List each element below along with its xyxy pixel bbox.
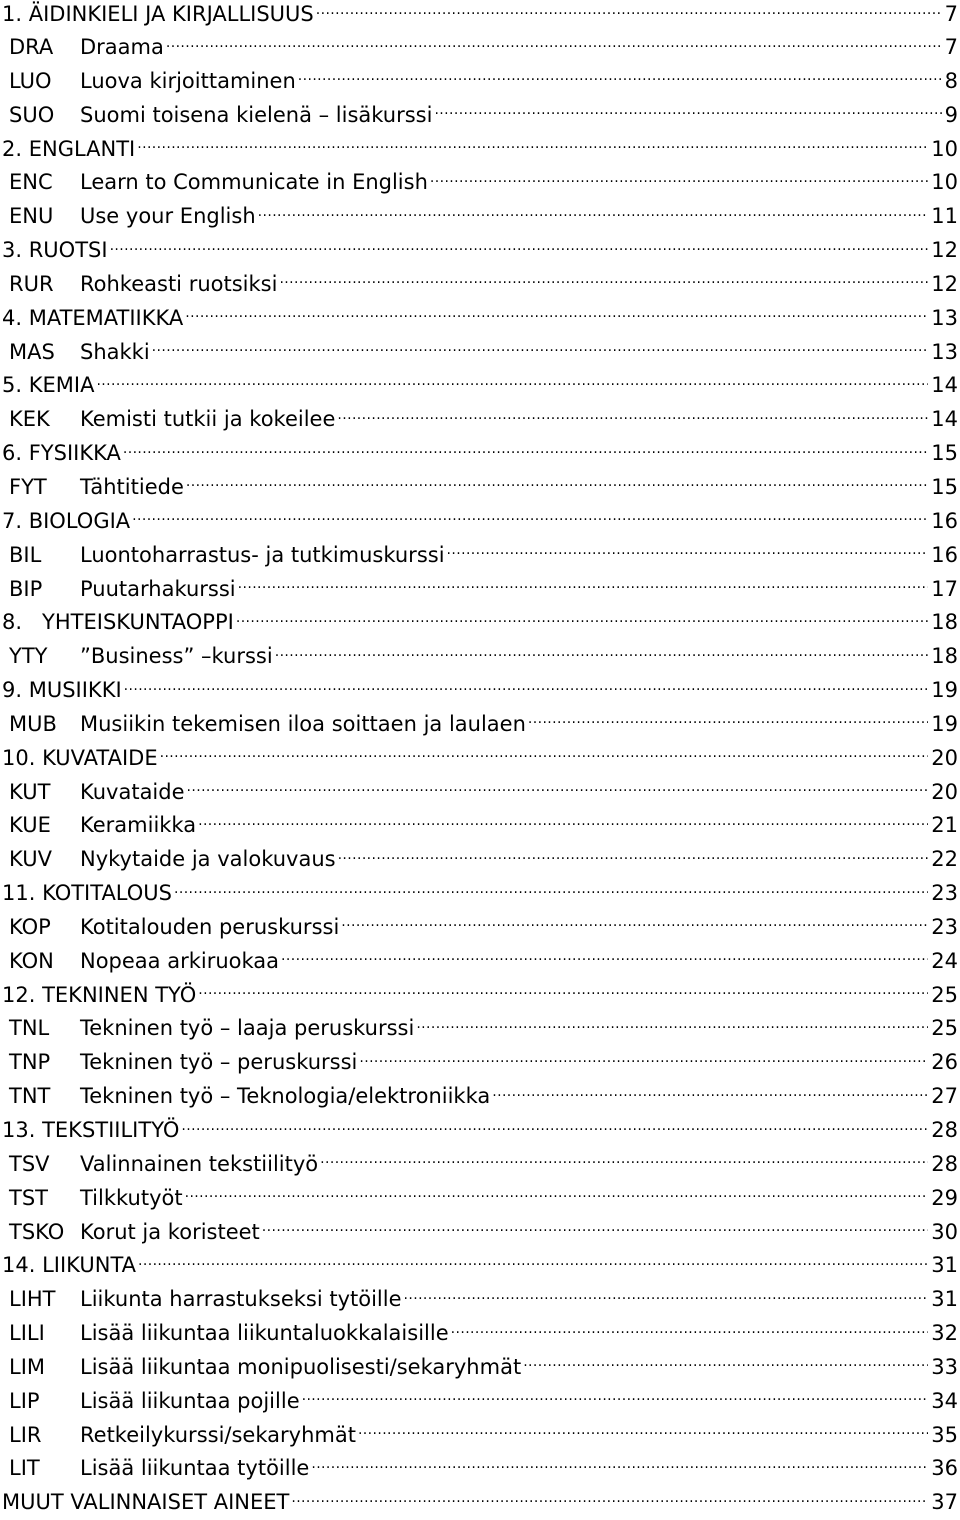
course-code: KUT (9, 779, 51, 804)
section-title: 10. KUVATAIDE (2, 745, 158, 770)
toc-course-row[interactable] (0, 1317, 960, 1351)
page-number: 25 (931, 1016, 958, 1041)
course-code: LIP (9, 1388, 40, 1413)
dot-leader (316, 0, 942, 21)
toc-course-row[interactable] (0, 99, 960, 133)
toc-course-row[interactable] (0, 268, 960, 302)
toc-course-row[interactable] (0, 843, 960, 877)
dot-leader (430, 168, 928, 189)
toc-section-row[interactable] (0, 1114, 960, 1148)
course-title: Suomi toisena kielenä – lisäkurssi (80, 102, 433, 127)
course-code: FYT (9, 474, 47, 499)
dot-leader (137, 135, 928, 156)
page-number: 7 (944, 2, 958, 26)
page-number: 10 (931, 136, 958, 161)
dot-leader (166, 33, 942, 54)
course-title: Learn to Communicate in English (80, 170, 428, 195)
page-number: 23 (931, 914, 958, 939)
course-title: Valinnainen tekstiilityö (80, 1151, 319, 1176)
dot-leader (298, 67, 942, 88)
course-code: KOP (9, 914, 51, 939)
toc-course-row[interactable] (0, 945, 960, 979)
toc-course-row[interactable] (0, 1080, 960, 1114)
toc-course-row[interactable] (0, 471, 960, 505)
toc-section-row[interactable] (0, 877, 960, 911)
page-number: 14 (931, 373, 958, 398)
toc-section-row[interactable] (0, 234, 960, 268)
toc-course-row[interactable] (0, 809, 960, 843)
page-number: 9 (944, 102, 958, 127)
toc-course-row[interactable] (0, 1012, 960, 1046)
toc-course-row[interactable] (0, 1046, 960, 1080)
course-code: LIM (9, 1354, 46, 1379)
toc-course-row[interactable] (0, 573, 960, 607)
toc-course-row[interactable] (0, 640, 960, 674)
course-title: Puutarhakurssi (80, 576, 236, 601)
toc-course-row[interactable] (0, 1351, 960, 1385)
dot-leader (185, 1184, 929, 1205)
section-title: 8. YHTEISKUNTAOPPI (2, 610, 234, 635)
toc-section-row[interactable] (0, 606, 960, 640)
toc-section-row[interactable] (0, 1249, 960, 1283)
dot-leader (124, 676, 929, 697)
toc-course-row[interactable] (0, 911, 960, 945)
course-title: Lisää liikuntaa tytöille (80, 1456, 310, 1481)
page-number: 14 (931, 407, 958, 432)
course-title: ”Business” –kurssi (80, 644, 273, 669)
dot-leader (447, 541, 929, 562)
toc-course-row[interactable] (0, 166, 960, 200)
dot-leader (187, 778, 929, 799)
page-number: 21 (931, 813, 958, 838)
course-title: Musiikin tekemisen iloa soittaen ja laulaen (80, 711, 526, 736)
page-number: 10 (931, 170, 958, 195)
course-code: TSV (9, 1151, 50, 1176)
section-title: 13. TEKSTIILITYÖ (2, 1118, 180, 1142)
course-code: LIHT (9, 1287, 56, 1312)
dot-leader (186, 473, 928, 494)
course-title: Lisää liikuntaa liikuntaluokkalaisille (80, 1321, 449, 1346)
page-number: 28 (931, 1151, 958, 1176)
course-code: TNL (9, 1016, 50, 1041)
toc-course-row[interactable] (0, 776, 960, 810)
course-code: TST (9, 1185, 48, 1210)
dot-leader (492, 1082, 928, 1103)
toc-course-row[interactable] (0, 31, 960, 65)
dot-leader (523, 1353, 928, 1374)
course-title: Use your English (80, 204, 256, 229)
page-number: 33 (931, 1354, 958, 1379)
section-title: 4. MATEMATIIKKA (2, 305, 184, 330)
page-number: 12 (931, 238, 958, 263)
course-title: Kuvataide (80, 779, 185, 804)
dot-leader (528, 710, 928, 731)
page-number: 15 (931, 441, 958, 466)
dot-leader (279, 270, 928, 291)
page-number: 28 (931, 1118, 958, 1142)
toc-section-row[interactable] (0, 302, 960, 336)
course-title: Kotitalouden peruskurssi (80, 914, 340, 939)
course-code: LIR (9, 1422, 42, 1447)
section-title: MUUT VALINNAISET AINEET (2, 1490, 290, 1515)
dot-leader (359, 1048, 928, 1069)
page-number: 16 (931, 508, 958, 533)
course-code: LIT (9, 1456, 40, 1481)
page-number: 32 (931, 1321, 958, 1346)
toc-course-row[interactable] (0, 65, 960, 99)
toc-course-row[interactable] (0, 200, 960, 234)
toc-course-row[interactable] (0, 708, 960, 742)
dot-leader (320, 1150, 928, 1171)
page-number: 7 (944, 35, 958, 59)
dot-leader (341, 913, 928, 934)
toc-course-row[interactable] (0, 1182, 960, 1216)
course-code: KUE (9, 813, 51, 838)
toc-section-row[interactable] (0, 0, 960, 31)
course-title: Luova kirjoittaminen (80, 68, 296, 93)
page-number: 17 (931, 576, 958, 601)
page-number: 22 (931, 847, 958, 872)
course-title: Tilkkutyöt (80, 1185, 183, 1210)
dot-leader (281, 947, 928, 968)
course-title: Nykytaide ja valokuvaus (80, 847, 336, 872)
dot-leader (138, 1251, 928, 1272)
dot-leader (185, 304, 928, 325)
course-code: TNP (9, 1050, 51, 1075)
course-title: Lisää liikuntaa pojille (80, 1388, 300, 1413)
dot-leader (291, 1488, 928, 1509)
page-number: 18 (931, 644, 958, 669)
dot-leader (434, 101, 941, 122)
section-title: 2. ENGLANTI (2, 136, 136, 161)
toc-course-row[interactable] (0, 539, 960, 573)
dot-leader (160, 744, 929, 765)
toc-course-row[interactable] (0, 1283, 960, 1317)
course-code: BIL (9, 542, 42, 567)
dot-leader (132, 507, 928, 528)
course-title: Tähtitiede (80, 474, 184, 499)
course-title: Rohkeasti ruotsiksi (80, 271, 278, 296)
toc-section-row[interactable] (0, 979, 960, 1013)
dot-leader (152, 338, 929, 359)
course-code: SUO (9, 102, 55, 127)
course-title: Liikunta harrastukseksi tytöille (80, 1287, 402, 1312)
toc-course-row[interactable] (0, 1419, 960, 1453)
course-title: Korut ja koristeet (80, 1219, 260, 1244)
dot-leader (337, 405, 928, 426)
dot-leader (311, 1454, 928, 1475)
page-number: 31 (931, 1253, 958, 1278)
toc-section-row[interactable] (0, 674, 960, 708)
toc-section-row[interactable] (0, 742, 960, 776)
page-number: 20 (931, 779, 958, 804)
course-code: LUO (9, 68, 52, 93)
dot-leader (123, 439, 928, 460)
toc-course-row[interactable] (0, 336, 960, 370)
dot-leader (96, 371, 928, 392)
dot-leader (258, 202, 929, 223)
dot-leader (174, 879, 928, 900)
page-number: 25 (931, 982, 958, 1007)
course-title: Tekninen työ – Teknologia/elektroniikka (80, 1084, 491, 1109)
section-title: 1. ÄIDINKIELI JA KIRJALLISUUS (2, 2, 314, 26)
page-number: 36 (931, 1456, 958, 1481)
dot-leader (236, 608, 928, 629)
page-number: 23 (931, 881, 958, 906)
course-code: BIP (9, 576, 43, 601)
dot-leader (404, 1285, 929, 1306)
page-number: 11 (931, 204, 958, 229)
course-title: Keramiikka (80, 813, 197, 838)
section-title: 11. KOTITALOUS (2, 881, 172, 906)
page-number: 12 (931, 271, 958, 296)
section-title: 7. BIOLOGIA (2, 508, 131, 533)
dot-leader (451, 1319, 929, 1340)
section-title: 9. MUSIIKKI (2, 678, 122, 703)
page-number: 8 (944, 68, 958, 93)
section-title: 6. FYSIIKKA (2, 441, 121, 466)
course-title: Draama (80, 35, 164, 59)
course-code: YTY (9, 644, 48, 669)
dot-leader (275, 642, 929, 663)
page-number: 16 (931, 542, 958, 567)
page-number: 29 (931, 1185, 958, 1210)
course-title: Shakki (80, 339, 150, 364)
toc-section-row[interactable] (0, 505, 960, 539)
course-code: DRA (9, 35, 54, 59)
course-code: MAS (9, 339, 55, 364)
dot-leader (110, 236, 929, 257)
course-title: Nopeaa arkiruokaa (80, 948, 280, 973)
toc-course-row[interactable] (0, 1216, 960, 1250)
section-title: 3. RUOTSI (2, 238, 108, 263)
page-number: 30 (931, 1219, 958, 1244)
page-number: 34 (931, 1388, 958, 1413)
dot-leader (302, 1387, 929, 1408)
page-number: 26 (931, 1050, 958, 1075)
page-number: 15 (931, 474, 958, 499)
course-code: ENC (9, 170, 53, 195)
dot-leader (181, 1116, 928, 1137)
page-number: 19 (931, 678, 958, 703)
course-title: Retkeilykurssi/sekaryhmät (80, 1422, 356, 1447)
toc-course-row[interactable] (0, 403, 960, 437)
course-code: KUV (9, 847, 52, 872)
dot-leader (198, 981, 928, 1002)
course-title: Kemisti tutkii ja kokeilee (80, 407, 336, 432)
page-number: 13 (931, 305, 958, 330)
section-title: 12. TEKNINEN TYÖ (2, 982, 197, 1007)
course-title: Tekninen työ – laaja peruskurssi (80, 1016, 415, 1041)
course-code: TSKO (9, 1219, 65, 1244)
toc-course-row[interactable] (0, 1452, 960, 1486)
toc-section-row[interactable] (0, 1486, 960, 1520)
course-title: Tekninen työ – peruskurssi (80, 1050, 358, 1075)
toc-course-row[interactable] (0, 1385, 960, 1419)
course-title: Luontoharrastus- ja tutkimuskurssi (80, 542, 445, 567)
dot-leader (238, 575, 929, 596)
page-number: 37 (931, 1490, 958, 1515)
page-number: 24 (931, 948, 958, 973)
course-code: LILI (9, 1321, 45, 1346)
course-code: TNT (9, 1084, 51, 1109)
dot-leader (416, 1014, 928, 1035)
page-number: 20 (931, 745, 958, 770)
dot-leader (338, 845, 929, 866)
course-code: MUB (9, 711, 57, 736)
dot-leader (358, 1421, 928, 1442)
course-code: KEK (9, 407, 50, 432)
page-number: 13 (931, 339, 958, 364)
course-code: KON (9, 948, 54, 973)
page-number: 27 (931, 1084, 958, 1109)
page-number: 18 (931, 610, 958, 635)
page-number: 19 (931, 711, 958, 736)
page-number: 35 (931, 1422, 958, 1447)
page-number: 31 (931, 1287, 958, 1312)
section-title: 5. KEMIA (2, 373, 95, 398)
toc-course-row[interactable] (0, 1148, 960, 1182)
section-title: 14. LIIKUNTA (2, 1253, 137, 1278)
dot-leader (262, 1218, 928, 1239)
toc-section-row[interactable] (0, 133, 960, 167)
toc-section-row[interactable] (0, 437, 960, 471)
course-code: RUR (9, 271, 54, 296)
course-title: Lisää liikuntaa monipuolisesti/sekaryhmät (80, 1354, 522, 1379)
toc-section-row[interactable] (0, 369, 960, 403)
dot-leader (198, 811, 928, 832)
course-code: ENU (9, 204, 54, 229)
